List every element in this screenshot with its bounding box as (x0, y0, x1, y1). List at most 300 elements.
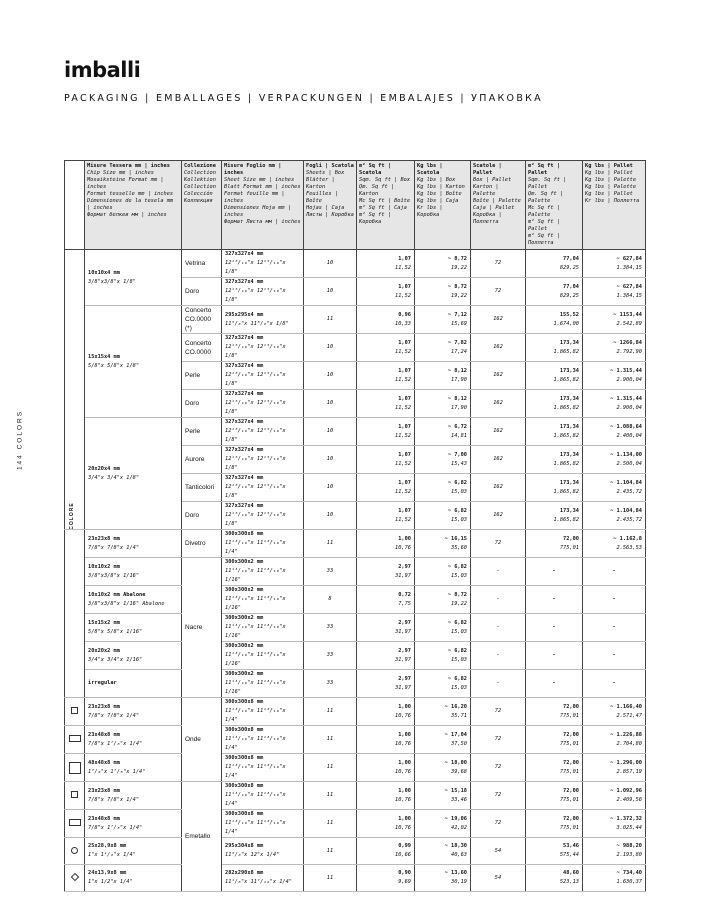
lbs-per-box: 33,46 (451, 796, 467, 803)
sqm-box-cell (357, 418, 415, 446)
boxes-pallet-cell (471, 390, 526, 418)
sheets-per-box: 10 (326, 512, 334, 518)
header-line: Feuilles | Boîte (306, 191, 338, 204)
sqm-per-pallet: 173,34 (559, 367, 579, 374)
boxes-pallet-cell (471, 614, 526, 642)
boxes-per-pallet: - (496, 568, 500, 574)
sqm-per-pallet: 173,34 (559, 507, 579, 514)
kg-per-pallet: ~ 1.092,96 (610, 787, 642, 794)
header-line: Misure Foglio mm | inches (224, 163, 282, 176)
boxes-per-pallet: 72 (494, 288, 502, 294)
header-sheet-size (222, 161, 304, 250)
sqm-box-cell (357, 698, 415, 726)
collection-name: Perle (185, 372, 201, 379)
boxes-per-pallet: 72 (494, 708, 502, 714)
header-sheets-box (304, 161, 357, 250)
sheet-size-cell (222, 698, 304, 726)
boxes-per-pallet: 162 (493, 316, 503, 322)
sqm-box-cell (357, 278, 415, 306)
kg-per-box: ~ 18,30 (444, 843, 467, 849)
chip-size-cell (85, 838, 182, 865)
kg-pallet-cell (583, 418, 646, 446)
lbs-per-box: 15,43 (451, 460, 467, 467)
header-line: Hojas | Caja (306, 205, 345, 211)
chip-size: 25x28,9x8 mm (88, 843, 127, 849)
kg-pallet-cell (583, 558, 646, 586)
kg-per-box: ~ 18,00 (444, 759, 467, 766)
kg-per-pallet: ~ 1.134,00 (610, 451, 642, 458)
kg-pallet-cell (583, 250, 646, 278)
sheet-size: 295x304x8 mm (225, 843, 264, 849)
kg-per-box: ~ 6,82 (447, 507, 467, 514)
sheet-size-cell (222, 614, 304, 642)
chip-size-cell (85, 250, 182, 306)
sqft-per-box: 10,66 (395, 852, 411, 858)
sqm-pallet-cell (526, 614, 583, 642)
sqm-per-box: 2,97 (398, 563, 411, 570)
chip-size: 23x48x8 mm (88, 731, 120, 738)
kg-box-cell (415, 474, 471, 502)
table-row (65, 838, 646, 865)
header-line: Kg lbs | Karton (417, 184, 465, 190)
header-line: Format tesselle mm | inches (87, 191, 174, 197)
kg-per-box: ~ 6,82 (447, 563, 467, 570)
sheet-size: 300x300x2 mm (225, 559, 264, 565)
shape-cell (65, 782, 85, 810)
table-row (65, 754, 646, 782)
sheet-size: 300x300x2 mm (225, 643, 264, 649)
header-line: Fogli | Scatola (306, 163, 354, 169)
sheet-size-cell (222, 278, 304, 306)
sheet-size: 300x300x8 mm (225, 811, 264, 817)
kg-per-pallet: ~ 627,84 (616, 255, 642, 262)
collection-name: Perle (185, 428, 201, 435)
sqm-per-box: 0,99 (398, 843, 411, 849)
boxes-per-pallet: 72 (494, 792, 502, 798)
header-line: Boîte | Palette (473, 198, 521, 204)
chip-size-inches: 3/8"x3/8"x 1/16" Abalone (88, 600, 165, 607)
kg-per-pallet: ~ 1.088,64 (610, 423, 642, 430)
kg-box-cell (415, 754, 471, 782)
boxes-per-pallet: 162 (493, 456, 503, 462)
sheet-size: 327x327x4 mm (225, 503, 264, 509)
boxes-pallet-cell (471, 418, 526, 446)
sqm-per-box: 1,07 (398, 395, 411, 402)
sheets-per-box: 10 (326, 428, 334, 434)
sqm-per-pallet: - (552, 596, 556, 602)
header-line: Kollektion (184, 177, 216, 183)
header-line: Format feuille mm | inches (224, 191, 285, 204)
sqm-box-cell (357, 446, 415, 474)
shape-cell (65, 838, 85, 865)
sqm-per-pallet: 77,04 (563, 255, 579, 262)
kg-per-box: ~ 6,82 (447, 675, 467, 682)
header-line: Mc Sq ft | Boîte (359, 198, 411, 204)
sheets-per-box: 11 (326, 847, 334, 854)
header-line: Collection (184, 184, 216, 190)
packaging-table-wrapper (64, 160, 645, 892)
sheet-size: 300x300x8 mm (225, 699, 264, 705)
chip-size: 15x15x2 mm (88, 619, 120, 626)
lbs-per-pallet: 2.500,04 (616, 460, 642, 467)
sqm-box-cell (357, 390, 415, 418)
sqft-per-box: 10,76 (395, 544, 411, 551)
sheets-per-box: 11 (326, 316, 334, 322)
table-row (65, 698, 646, 726)
sheets-per-box: 11 (326, 736, 334, 742)
kg-pallet-cell (583, 530, 646, 558)
sqm-per-pallet: 173,34 (559, 451, 579, 458)
header-line: Karton | Palette (473, 184, 499, 197)
kg-per-pallet: ~ 1.162,8 (613, 535, 642, 542)
chip-size: 10x10x2 mm Abalone (88, 591, 146, 598)
sqft-per-pallet: 775,01 (559, 544, 579, 551)
sheet-size-inches: 11¹/₈"x 11⁷/₁₆"x 1/4" (225, 879, 292, 885)
header-line: Blätter | Karton (306, 177, 335, 190)
sheets-per-box: 11 (326, 540, 334, 546)
sheet-size: 300x300x8 mm (225, 727, 264, 733)
sqm-per-box: 2,97 (398, 647, 411, 654)
kg-pallet-cell (583, 278, 646, 306)
sheet-size-inches: 11¹³/₁₆"x 11¹³/₁₆"x 1/4" (225, 736, 286, 751)
sheet-size: 282x290x8 mm (225, 870, 264, 876)
collection-code: CO.0000 (*) (185, 316, 212, 332)
square-icon (71, 707, 78, 714)
sheet-size: 327x327x4 mm (225, 279, 264, 285)
lbs-per-box: 15,03 (451, 656, 467, 663)
kg-pallet-cell (583, 502, 646, 530)
kg-per-pallet: ~ 1.315,44 (610, 395, 642, 402)
kg-box-cell (415, 390, 471, 418)
kg-per-pallet: ~ 1.104,84 (610, 479, 642, 486)
sheet-size-inches: 11¹³/₁₆"x 11¹³/₁₆"x 1/4" (225, 820, 286, 835)
sqft-per-pallet: 775,01 (559, 740, 579, 747)
sheets-box-cell (304, 530, 357, 558)
sqft-per-box: 10,76 (395, 796, 411, 803)
kg-per-box: ~ 7,82 (447, 339, 467, 346)
header-line: Kg lbs | Boîte (417, 191, 462, 197)
sqm-per-box: 1,07 (398, 367, 411, 374)
lbs-per-box: 15,69 (451, 320, 467, 327)
boxes-pallet-cell (471, 698, 526, 726)
sqft-per-box: 10,76 (395, 824, 411, 831)
kg-per-pallet: ~ 1.166,40 (610, 703, 642, 710)
table-row (65, 782, 646, 810)
sqft-per-box: 11,52 (395, 516, 411, 523)
sheets-per-box: 10 (326, 372, 334, 378)
sheet-size-inches: 12¹⁵/₁₆"x 12¹⁵/₁₆"x 1/8" (225, 288, 286, 303)
side-label-colore: COLORE (69, 502, 75, 530)
kg-box-cell (415, 810, 471, 838)
boxes-per-pallet: 72 (494, 764, 502, 770)
chip-size-cell (85, 670, 182, 698)
sqft-per-pallet: 1.674,00 (553, 320, 579, 327)
sqft-per-pallet: 1.865,82 (553, 376, 579, 383)
circle-icon (71, 847, 78, 854)
header-line: Kg lbs | Pallet (585, 191, 633, 197)
header-line: Chip Size mm | inches (87, 170, 154, 176)
sqm-box-cell (357, 334, 415, 362)
chip-size-inches: 3/8"x3/8"x 1/8" (88, 278, 136, 285)
chip-size-cell (85, 698, 182, 726)
sqm-per-box: 2,97 (398, 675, 411, 682)
kg-per-pallet: ~ 1.315,44 (610, 367, 642, 374)
sqft-per-box: 11,52 (395, 488, 411, 495)
sheets-box-cell (304, 754, 357, 782)
header-kg-box (415, 161, 471, 250)
color-side-cell (65, 250, 85, 530)
sqft-per-pallet: 829,25 (559, 264, 579, 271)
sheet-size: 327x327x4 mm (225, 335, 264, 341)
lbs-per-box: 17,90 (451, 404, 467, 411)
sheets-per-box: 10 (326, 288, 334, 294)
sheet-size: 300x300x8 mm (225, 531, 264, 537)
table-row (65, 586, 646, 614)
lbs-per-pallet: 3.025,44 (616, 824, 642, 831)
chip-size-inches: 7/8"x 7/8"x 1/4" (88, 544, 140, 551)
sqft-per-box: 11,52 (395, 292, 411, 299)
sheet-size-inches: 11¹³/₁₆"x 11¹³/₁₆"x 1/16" (225, 680, 286, 695)
lbs-per-pallet: 2.792,90 (616, 348, 642, 355)
kg-box-cell (415, 306, 471, 334)
sheet-size-inches: 11¹³/₁₆"x 11¹³/₁₆"x 1/4" (225, 708, 286, 723)
boxes-pallet-cell (471, 642, 526, 670)
sqm-per-pallet: 72,00 (563, 703, 579, 710)
sheet-size: 300x300x8 mm (225, 755, 264, 761)
sqft-per-box: 10,33 (395, 320, 411, 327)
sqm-per-box: 0,90 (398, 870, 411, 876)
kg-per-box: ~ 19,06 (444, 815, 467, 822)
kg-per-pallet: - (612, 596, 616, 602)
kg-pallet-cell (583, 810, 646, 838)
header-line: Коллекция (184, 198, 213, 204)
sheets-box-cell (304, 782, 357, 810)
table-row (65, 250, 646, 278)
shape-cell (65, 754, 85, 782)
header-line: m² Sq ft | Caja (359, 205, 407, 211)
sqm-pallet-cell (526, 278, 583, 306)
chip-size-cell (85, 726, 182, 754)
lbs-per-box: 19,22 (451, 600, 467, 607)
chip-size-cell (85, 782, 182, 810)
kg-per-box: ~ 8,12 (447, 367, 467, 374)
collection-cell (182, 362, 222, 390)
collection-name: Vetrina (185, 260, 206, 267)
brand-logo: imballi (64, 58, 141, 82)
collection-name: Nacre (185, 624, 203, 631)
collection-cell (182, 446, 222, 474)
sqft-per-pallet: 829,25 (559, 292, 579, 299)
lbs-per-pallet: 2.704,80 (616, 740, 642, 747)
sqm-box-cell (357, 362, 415, 390)
chip-size: 15x15x4 mm (88, 353, 120, 360)
sheets-box-cell (304, 670, 357, 698)
sqft-per-pallet: 1.865,82 (553, 460, 579, 467)
sheet-size-inches: 11¹³/₁₆"x 11¹³/₁₆"x 1/16" (225, 568, 286, 583)
kg-box-cell (415, 726, 471, 754)
kg-box-cell (415, 362, 471, 390)
header-line: Kg lbs | Palette (585, 184, 637, 190)
sqm-pallet-cell (526, 726, 583, 754)
boxes-per-pallet: 162 (493, 344, 503, 350)
sheets-per-box: 11 (326, 708, 334, 714)
kg-per-box: ~ 6,82 (447, 479, 467, 486)
sqm-box-cell (357, 614, 415, 642)
header-line: Mc Sq ft | Palette (528, 205, 560, 218)
sheets-per-box: 33 (326, 568, 334, 574)
boxes-pallet-cell (471, 278, 526, 306)
sheets-box-cell (304, 418, 357, 446)
header-sqm-pallet (526, 161, 583, 250)
sheet-size-inches: 11⁵/₈"x 12"x 1/4" (225, 852, 280, 858)
sheets-box-cell (304, 726, 357, 754)
boxes-pallet-cell (471, 726, 526, 754)
chip-size-inches: 3/4"x 3/4"x 1/8" (88, 474, 140, 481)
sqm-per-pallet: - (552, 568, 556, 574)
chip-size: 23x23x8 mm (88, 703, 120, 710)
header-line: Caja | Pallet (473, 205, 515, 211)
chip-size-inches: 3/8"x3/8"x 1/16" (88, 572, 140, 579)
collection-name: Emetallo (185, 833, 211, 840)
kg-per-pallet: - (612, 652, 616, 658)
chip-size-cell (85, 558, 182, 586)
sheets-per-box: 10 (326, 344, 334, 350)
header-line: Misure Tessera mm | inches (87, 163, 170, 169)
header-line: m² Sq ft | Коробка (359, 212, 391, 225)
table-body (65, 250, 646, 892)
sqm-box-cell (357, 726, 415, 754)
boxes-per-pallet: 162 (493, 428, 503, 434)
sqm-box-cell (357, 810, 415, 838)
lbs-per-pallet: 2.857,19 (616, 768, 642, 775)
sheet-size-cell (222, 586, 304, 614)
kg-pallet-cell (583, 726, 646, 754)
lbs-per-box: 30,19 (451, 879, 467, 885)
lbs-per-box: 37,50 (451, 740, 467, 747)
sheet-size: 300x300x8 mm (225, 783, 264, 789)
sheet-size: 300x300x2 mm (225, 671, 264, 677)
chip-size-inches: 3/4"x 3/4"x 1/16" (88, 656, 143, 663)
sheet-size: 327x327x4 mm (225, 419, 264, 425)
sheet-size-cell (222, 530, 304, 558)
kg-per-pallet: ~ 1266,84 (613, 339, 642, 346)
chip-size: 24x13,9x8 mm (88, 870, 127, 876)
lbs-per-box: 15,03 (451, 628, 467, 635)
kg-box-cell (415, 642, 471, 670)
boxes-pallet-cell (471, 362, 526, 390)
header-line: Sqm. Sq ft | Box (359, 177, 411, 183)
sheet-size-cell (222, 390, 304, 418)
header-line: Colección (184, 191, 213, 197)
boxes-pallet-cell (471, 782, 526, 810)
sqm-box-cell (357, 838, 415, 865)
header-line: Kg lbs | Palette (585, 177, 637, 183)
shape-cell (65, 726, 85, 754)
collection-name: Concerto (185, 339, 212, 347)
kg-per-box: ~ 6,72 (447, 423, 467, 430)
sheet-size-cell (222, 838, 304, 865)
collection-cell (182, 334, 222, 362)
sheets-per-box: 10 (326, 400, 334, 406)
chip-size: irregular (88, 680, 117, 686)
sqm-per-pallet: 48,60 (563, 870, 579, 876)
table-row (65, 865, 646, 892)
kg-box-cell (415, 782, 471, 810)
sqm-per-box: 1,00 (398, 787, 411, 794)
sqm-box-cell (357, 530, 415, 558)
sqm-per-pallet: 72,00 (563, 731, 579, 738)
lbs-per-pallet: 2.193,80 (616, 852, 642, 858)
sheet-size-cell (222, 865, 304, 892)
table-row (65, 670, 646, 698)
boxes-pallet-cell (471, 250, 526, 278)
boxes-per-pallet: - (496, 652, 500, 658)
lbs-per-pallet: 2.435,72 (616, 516, 642, 523)
sheet-size-inches: 11¹³/₁₆"x 11¹³/₁₆"x 1/16" (225, 596, 286, 611)
header-line: Коробка | Поллетта (473, 212, 502, 225)
lbs-per-box: 40,63 (451, 852, 467, 858)
sheets-box-cell (304, 838, 357, 865)
collection-cell (182, 474, 222, 502)
kg-box-cell (415, 670, 471, 698)
header-line: Sheets | Box (306, 170, 345, 176)
side-label-colors: 144 COLORS (16, 409, 24, 471)
sqft-per-pallet: 523,13 (559, 879, 579, 885)
kg-box-cell (415, 558, 471, 586)
chip-size-inches: 1"x 1/2"x 1/4" (88, 879, 133, 885)
chip-size-inches: 7/8"x 7/8"x 1/4" (88, 712, 140, 719)
kg-per-box: ~ 6,82 (447, 619, 467, 626)
sheet-size: 300x300x2 mm (225, 587, 264, 593)
collection-name: Divetro (185, 540, 206, 547)
sheet-size-inches: 12¹⁵/₁₆"x 12¹⁵/₁₆"x 1/8" (225, 428, 286, 443)
diamond-icon (70, 873, 78, 881)
sqm-pallet-cell (526, 810, 583, 838)
header-line: Кг lbs | Поллетта (585, 198, 640, 204)
table-row (65, 558, 646, 586)
sqft-per-pallet: 775,01 (559, 824, 579, 831)
boxes-pallet-cell (471, 530, 526, 558)
sqm-box-cell (357, 754, 415, 782)
sqm-per-pallet: 173,34 (559, 479, 579, 486)
header-line: Формат Лиcта мм | inches (224, 219, 301, 225)
sqft-per-box: 11,52 (395, 404, 411, 411)
boxes-pallet-cell (471, 502, 526, 530)
lbs-per-pallet: 2.542,89 (616, 320, 642, 327)
kg-per-pallet: ~ 1153,44 (613, 311, 642, 318)
sqm-per-pallet: 173,34 (559, 395, 579, 402)
boxes-pallet-cell (471, 838, 526, 865)
collection-cell (182, 782, 222, 892)
sqm-per-box: 1,00 (398, 815, 411, 822)
shape-cell (65, 698, 85, 726)
kg-per-pallet: ~ 1.296,00 (610, 759, 642, 766)
boxes-pallet-cell (471, 474, 526, 502)
chip-size-cell (85, 754, 182, 782)
sqm-box-cell (357, 642, 415, 670)
sqm-per-box: 1,07 (398, 451, 411, 458)
sheet-size-inches: 11¹³/₁₆"x 11¹³/₁₆"x 1/16" (225, 624, 286, 639)
sqm-per-box: 2,97 (398, 619, 411, 626)
sheet-size-cell (222, 670, 304, 698)
sqft-per-pallet: 1.865,82 (553, 432, 579, 439)
sheets-per-box: 10 (326, 456, 334, 462)
kg-pallet-cell (583, 782, 646, 810)
boxes-per-pallet: 72 (494, 820, 502, 826)
rectangle-icon (69, 735, 81, 742)
sqm-per-box: 1,07 (398, 339, 411, 346)
sheet-size-cell (222, 362, 304, 390)
